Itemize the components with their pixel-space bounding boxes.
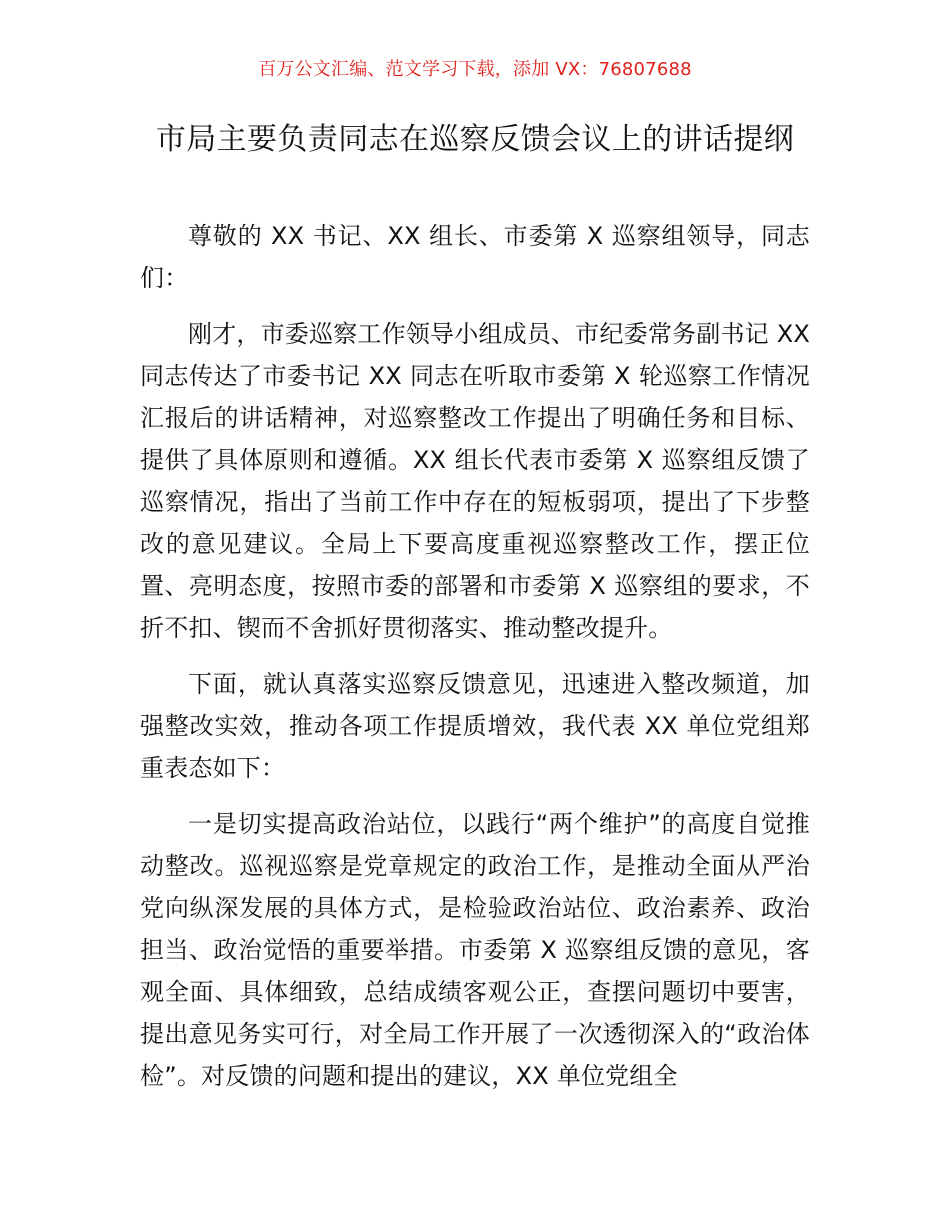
paragraph-3: 一是切实提高政治站位，以践行“两个维护”的高度自觉推动整改。巡视巡察是党章规定的政治工作，是推动全面从严治党向纵深发展的具体方式，是检验政治站位、政治素养、政治担当、政治觉悟的重要举措。市委第 X 巡察组反馈的意见，客观全面、具体细致，总结成绩客观公正，查摆问题切中要害，提出意见务实可行，对全局工作开展了一次透彻深入的“政治体检”。对反馈的问题和提出的建议，XX 单位党组全 [140,810,810,1090]
paragraph-salutation: 尊敬的 XX 书记、XX 组长、市委第 X 巡察组领导，同志们： [140,222,810,292]
paragraph-2: 下面，就认真落实巡察反馈意见，迅速进入整改频道，加强整改实效，推动各项工作提质增效，我代表 XX 单位党组郑重表态如下： [140,670,810,782]
document-title: 市局主要负责同志在巡察反馈会议上的讲话提纲 [155,122,795,157]
document-body [140,215,810,1111]
paragraph-1: 刚才，市委巡察工作领导小组成员、市纪委常务副书记 XX 同志传达了市委书记 XX 同志在听取市委第 X 轮巡察工作情况汇报后的讲话精神，对巡察整改工作提出了明确任务和目标、提供了具体原则和遵循。XX 组长代表市委第 X 巡察组反馈了巡察情况，指出了当前工作中存在的短板弱项，提出了下步整改的意见建议。全局上下要高度重视巡察整改工作，摆正位置、亮明态度，按照市委的部署和市委第 X 巡察组的要求，不折不扣、锲而不舍抓好贯彻落实、推动整改提升。 [140,320,810,642]
header-watermark-text: 百万公文汇编、范文学习下载，添加 VX：76807688 [258,59,692,80]
